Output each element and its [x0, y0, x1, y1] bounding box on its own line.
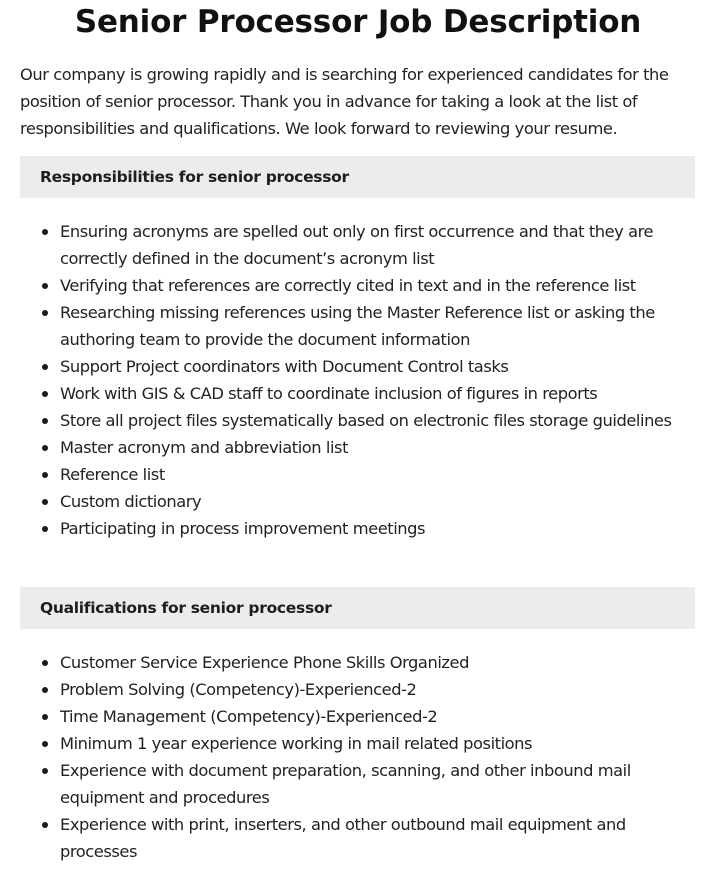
responsibility-item: Custom dictionary — [60, 488, 700, 515]
responsibilities-heading: Responsibilities for senior processor — [20, 156, 695, 198]
qualifications-heading: Qualifications for senior processor — [20, 587, 695, 629]
responsibility-item: Support Project coordinators with Document Control tasks — [60, 353, 700, 380]
responsibility-item: Work with GIS & CAD staff to coordinate inclusion of figures in reports — [60, 380, 700, 407]
qualification-item: Problem Solving (Competency)-Experienced-2 — [60, 676, 700, 703]
intro-paragraph: Our company is growing rapidly and is searching for experienced candidates for the position of senior processor. Thank you in advance for taking a look at the list of responsibilities and qualifications. We look forward to reviewing your resume. — [20, 65, 669, 138]
qualifications-list — [60, 649, 700, 865]
qualification-item: Minimum 1 year experience working in mail related positions — [60, 730, 700, 757]
responsibility-item: Verifying that references are correctly cited in text and in the reference list — [60, 272, 700, 299]
responsibility-item: Researching missing references using the Master Reference list or asking the authoring team to provide the document information — [60, 299, 700, 353]
qualification-item: Experience with print, inserters, and other outbound mail equipment and processes — [60, 811, 700, 865]
responsibility-item: Master acronym and abbreviation list — [60, 434, 700, 461]
responsibilities-list — [60, 218, 700, 542]
qualification-item: Customer Service Experience Phone Skills Organized — [60, 649, 700, 676]
qualification-item: Experience with document preparation, scanning, and other inbound mail equipment and procedures — [60, 757, 700, 811]
responsibility-item: Store all project files systematically based on electronic files storage guidelines — [60, 407, 700, 434]
page-title: Senior Processor Job Description — [74, 4, 642, 40]
responsibility-item: Reference list — [60, 461, 700, 488]
responsibility-item: Ensuring acronyms are spelled out only on first occurrence and that they are correctly defined in the document’s acronym list — [60, 218, 700, 272]
responsibility-item: Participating in process improvement meetings — [60, 515, 700, 542]
qualification-item: Time Management (Competency)-Experienced-2 — [60, 703, 700, 730]
